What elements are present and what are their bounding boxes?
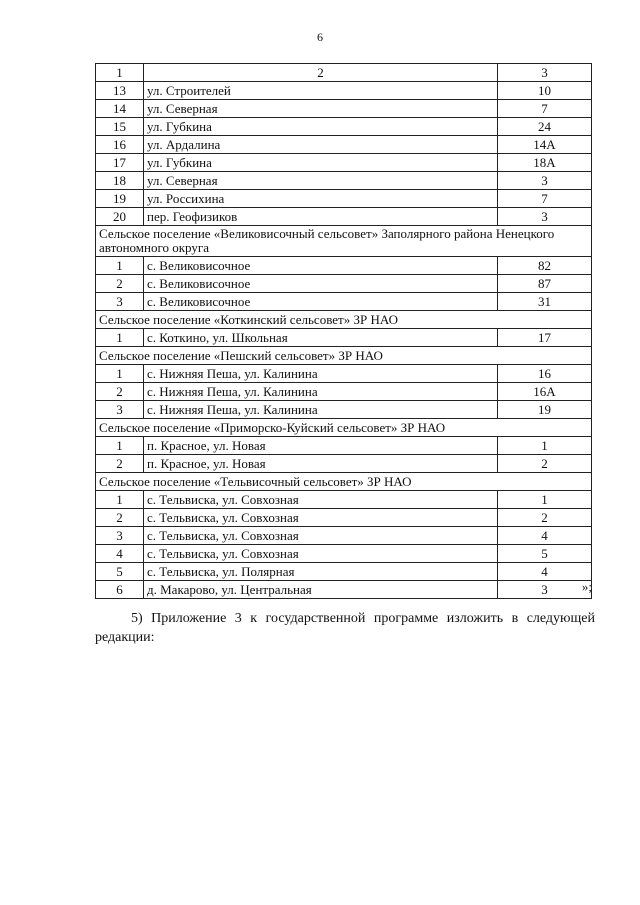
row-address: с. Нижняя Пеша, ул. Калинина xyxy=(144,383,498,401)
row-number: 4 xyxy=(96,545,144,563)
row-address: с. Тельвиска, ул. Совхозная xyxy=(144,527,498,545)
row-number: 13 xyxy=(96,82,144,100)
section-header-row xyxy=(96,473,592,491)
row-address: д. Макарово, ул. Центральная xyxy=(144,581,498,599)
row-house-number: 3 xyxy=(498,172,592,190)
row-number: 2 xyxy=(96,509,144,527)
table-row xyxy=(96,118,592,136)
table-row xyxy=(96,545,592,563)
table-row xyxy=(96,491,592,509)
section-title: Сельское поселение «Пешский сельсовет» ЗР НАО xyxy=(96,347,592,365)
row-number: 17 xyxy=(96,154,144,172)
row-address: с. Тельвиска, ул. Совхозная xyxy=(144,491,498,509)
row-house-number: 24 xyxy=(498,118,592,136)
row-number: 2 xyxy=(96,383,144,401)
row-house-number: 4 xyxy=(498,527,592,545)
row-address: п. Красное, ул. Новая xyxy=(144,437,498,455)
row-number: 16 xyxy=(96,136,144,154)
row-number: 18 xyxy=(96,172,144,190)
page-number: 6 xyxy=(317,30,323,44)
section-title: Сельское поселение «Тельвисочный сельсовет» ЗР НАО xyxy=(96,473,592,491)
table-row xyxy=(96,563,592,581)
table-row xyxy=(96,455,592,473)
row-address: с. Великовисочное xyxy=(144,293,498,311)
section-header-row xyxy=(96,226,592,257)
table-row xyxy=(96,190,592,208)
row-number: 20 xyxy=(96,208,144,226)
row-number: 2 xyxy=(96,455,144,473)
table-row xyxy=(96,329,592,347)
row-address: с. Тельвиска, ул. Совхозная xyxy=(144,509,498,527)
table-row xyxy=(96,208,592,226)
row-house-number: 16А xyxy=(498,383,592,401)
table-row xyxy=(96,383,592,401)
row-number: 1 xyxy=(96,365,144,383)
row-house-number: 82 xyxy=(498,257,592,275)
row-house-number: 87 xyxy=(498,275,592,293)
table-header-row xyxy=(96,64,592,82)
row-number: 5 xyxy=(96,563,144,581)
row-address: ул. Россихина xyxy=(144,190,498,208)
row-number: 2 xyxy=(96,275,144,293)
row-number: 1 xyxy=(96,257,144,275)
amendment-paragraph: 5) Приложение 3 к государственной программе изложить в следующей редакции: xyxy=(95,611,595,645)
row-house-number: 7 xyxy=(498,190,592,208)
header-cell-number: 1 xyxy=(96,64,144,82)
table-row xyxy=(96,437,592,455)
row-house-number: 2 xyxy=(498,455,592,473)
section-title: Сельское поселение «Приморско-Куйский сельсовет» ЗР НАО xyxy=(96,419,592,437)
row-house-number: 1 xyxy=(498,491,592,509)
table-row xyxy=(96,293,592,311)
row-number: 6 xyxy=(96,581,144,599)
row-number: 1 xyxy=(96,491,144,509)
row-number: 3 xyxy=(96,527,144,545)
row-address: ул. Северная xyxy=(144,172,498,190)
row-number: 1 xyxy=(96,329,144,347)
row-house-number: 2 xyxy=(498,509,592,527)
row-house-number: 7 xyxy=(498,100,592,118)
table-row xyxy=(96,509,592,527)
row-number: 3 xyxy=(96,293,144,311)
section-header-row xyxy=(96,347,592,365)
row-house-number: 3 xyxy=(498,208,592,226)
row-house-number: 17 xyxy=(498,329,592,347)
table-row xyxy=(96,100,592,118)
row-house-number: 18А xyxy=(498,154,592,172)
row-house-number: 19 xyxy=(498,401,592,419)
row-number: 19 xyxy=(96,190,144,208)
row-house-number: 16 xyxy=(498,365,592,383)
row-address: с. Тельвиска, ул. Полярная xyxy=(144,563,498,581)
row-address: с. Великовисочное xyxy=(144,257,498,275)
table-row xyxy=(96,257,592,275)
row-number: 15 xyxy=(96,118,144,136)
section-header-row xyxy=(96,419,592,437)
row-number: 3 xyxy=(96,401,144,419)
table-row xyxy=(96,172,592,190)
row-address: с. Нижняя Пеша, ул. Калинина xyxy=(144,365,498,383)
section-header-row xyxy=(96,311,592,329)
row-address: ул. Строителей xyxy=(144,82,498,100)
table-row xyxy=(96,365,592,383)
row-number: 1 xyxy=(96,437,144,455)
row-house-number: 3 xyxy=(498,581,592,599)
table-row xyxy=(96,581,592,599)
row-house-number: 31 xyxy=(498,293,592,311)
header-cell-house: 3 xyxy=(498,64,592,82)
row-address: п. Красное, ул. Новая xyxy=(144,455,498,473)
row-house-number: 14А xyxy=(498,136,592,154)
row-address: пер. Геофизиков xyxy=(144,208,498,226)
row-address: ул. Ардалина xyxy=(144,136,498,154)
section-title: Сельское поселение «Коткинский сельсовет» ЗР НАО xyxy=(96,311,592,329)
row-address: с. Нижняя Пеша, ул. Калинина xyxy=(144,401,498,419)
table-row xyxy=(96,527,592,545)
address-table xyxy=(95,63,592,599)
row-address: с. Тельвиска, ул. Совхозная xyxy=(144,545,498,563)
header-cell-address: 2 xyxy=(144,64,498,82)
row-address: ул. Губкина xyxy=(144,118,498,136)
table-row xyxy=(96,154,592,172)
row-house-number: 1 xyxy=(498,437,592,455)
row-house-number: 10 xyxy=(498,82,592,100)
table-body xyxy=(96,64,592,599)
row-house-number: 4 xyxy=(498,563,592,581)
section-title: Сельское поселение «Великовисочный сельсовет» Заполярного района Ненецкого автономного округа xyxy=(96,226,592,257)
row-address: с. Коткино, ул. Школьная xyxy=(144,329,498,347)
table-row xyxy=(96,275,592,293)
table-row xyxy=(96,82,592,100)
table-row xyxy=(96,401,592,419)
closing-quote: »; xyxy=(581,579,592,594)
row-address: с. Великовисочное xyxy=(144,275,498,293)
row-address: ул. Северная xyxy=(144,100,498,118)
table-row xyxy=(96,136,592,154)
row-house-number: 5 xyxy=(498,545,592,563)
row-number: 14 xyxy=(96,100,144,118)
row-address: ул. Губкина xyxy=(144,154,498,172)
